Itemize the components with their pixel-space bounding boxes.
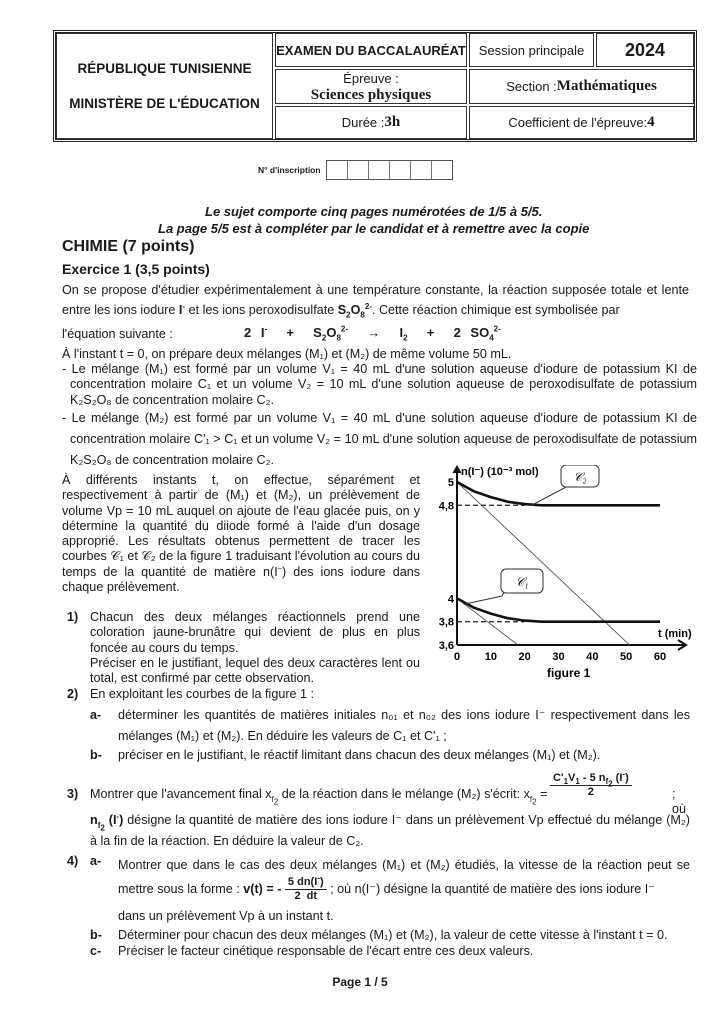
year: 2024 [596,33,694,67]
subquestion-label: a- [90,708,102,722]
reaction-equation: 2 $I^- + S_2O_8^{2-} \to I_2 + 2$ $SO_4^{2-}$ [244,324,501,343]
coef-cell [469,106,694,139]
x-tick-label: 10 [484,651,497,663]
intro-paragraph: On se propose d'étudier expérimentalement à une température constante, la réaction supposée totale et lente entre les ions iodure I- et les ions peroxodisulfate $S_2O_8^{2-}$. Cette réaction chimique est symbolisée par [62,283,689,320]
exercise-title: Exercice 1 (3,5 points) [62,261,210,277]
question-3-text: Montrer que l'avancement final $x_{f_2}$ de la réaction dans le mélange (M₂) s'écrit: $x_{f_2}$ = [90,787,548,807]
mixture-1-description: - Le mélange (M₁) est formé par un volume V₁ = 40 mL d'une solution aqueuse d'iodure de potassium KI de concentration molaire C₁ et un volume V₂ = 10 mL d'une solution aqueuse de peroxodisulfate de potassium K₂S₂O₈ de concentration molaire C₂. [62,362,697,407]
y-tick-label: 3,8 [438,616,454,629]
header-left-block [56,33,273,139]
question-4a: Montrer que dans le cas des deux mélanges (M₁) et (M₂) étudiés, la vitesse de la réaction peut se mettre sous la forme : v(t) = - $\frac{5 dn(I^-)}{2 dt}$ ; où n(I⁻) désigne la quantité de matière des ions iodure I⁻ [118,858,690,902]
x-tick-label: 50 [620,651,633,663]
inscription-box[interactable] [432,161,452,179]
duree-cell [275,106,467,139]
subquestion-label: b- [90,748,102,762]
page-number: Page 1 / 5 [332,975,388,989]
question-number: 2) [67,687,79,701]
question-2-text: En exploitant les courbes de la figure 1 : [90,687,315,701]
inscription-box[interactable] [369,161,390,179]
epreuve-value: Sciences physiques [310,86,432,103]
x-tick-label: 30 [552,651,565,663]
question-number: 3) [67,787,79,801]
x-tick-label: 20 [518,651,531,663]
question-3-continuation: $n_{f_2}$ (I-) désigne la quantité de matière des ions iodure I⁻ dans un prélèvement Vp effectué du mélange (M₂) à la fin de la réaction. En déduire la valeur de C₂. [90,811,690,848]
inscription-box[interactable] [348,161,369,179]
question-1 [62,610,420,686]
question-4 [62,854,690,959]
question-4a-end: dans un prélèvement Vp à un instant t. [118,909,334,923]
question-2b [90,748,690,763]
duree-label: Durée : [341,115,385,130]
subquestion-label: a- [90,854,102,868]
x-tick-label: 0 [453,651,461,663]
session: Session principale [469,33,594,67]
y-axis-label: n(I⁻) (10⁻³ mol) [461,466,539,478]
inscription-boxes[interactable] [326,160,453,180]
section-value: Mathématiques [556,78,657,94]
question-2a [90,705,690,747]
section-label: Section : [506,79,557,94]
question-4c-text: Préciser le facteur cinétique responsable de l'écart entre ces deux valeurs. [118,943,534,958]
sampling-paragraph: À différents instants t, on effectue, séparément et respectivement à partir de (M₁) et (M₂), un prélèvement de volume Vp = 10 mL auquel on ajoute de l'eau glacée puis, on y détermine la quantité du diiode formé à l'aide d'un dosage approprié. Les résultats obtenus permettent de tracer les courbes 𝒞₁ et 𝒞₂ de la figure 1 traduisant l'évolution au cours du temps de la quantité de matière n(I⁻) des ions iodure dans chaque prélèvement. [62,473,420,595]
notice-line-2: La page 5/5 est à compléter par le candidat et à remettre avec la copie [158,221,590,236]
coef-value: 4 [647,114,655,130]
figure-caption: figure 1 [546,666,591,680]
ministry-name: MINISTÈRE DE L'ÉDUCATION [69,96,260,111]
question-2b-text: préciser en le justifiant, le réactif limitant dans chacun des deux mélanges (M₁) et (M₂). [118,748,601,762]
equation-label: l'équation suivante : [62,327,173,341]
section-title: CHIMIE (7 points) [62,238,195,255]
question-number: 1) [67,610,79,624]
intro-preparation: À l'instant t = 0, on prépare deux mélanges (M₁) et (M₂) de même volume 50 mL. [62,347,512,361]
y-tick-label: 4 [447,593,454,606]
legend-c1: 𝒞₁ [515,575,529,589]
callout-c1-pointer [464,590,505,604]
y-tick-label: 5 [447,477,454,489]
inscription-box[interactable] [390,161,411,179]
epreuve-label: Épreuve : [343,70,399,86]
subquestion-label: c- [90,943,102,958]
coef-label: Coefficient de l'épreuve: [508,115,648,130]
curve-c2 [457,482,660,505]
question-1-text: Chacun des deux mélanges réactionnels prend une coloration jaune-brunâtre qui devient de plus en plus foncée au cours du temps. [90,610,420,655]
exam-header [53,30,697,142]
x-tick-label: 60 [653,651,667,663]
question-3 [62,770,690,852]
question-4a-where: ; où n(I⁻) désigne la quantité de matière des ions iodure I⁻ [330,881,655,896]
question-3-where: ; où [672,787,687,817]
y-tick-label: 4,8 [438,500,454,513]
intro-text-a: On se propose d'étudier expérimentalement à une température constante, la réaction supposée totale et lente entre les ions iodure [62,283,689,317]
question-number: 4) [67,854,79,868]
notice-line-1: Le sujet comporte cinq pages numérotées de 1/5 à 5/5. [205,204,543,219]
inscription-label: N° d'inscription [258,165,321,175]
figure-1-chart [420,465,700,685]
country-name: RÉPUBLIQUE TUNISIENNE [77,61,252,76]
y-tick-label: 3,6 [438,640,454,652]
intro-text-c: . Cette réaction chimique est symbolisée par [371,303,620,317]
mixture-2-description: - Le mélange (M₂) est formé par un volume V₁ = 40 mL d'une solution aqueuse d'iodure de potassium KI de concentration molaire C'₁ > C₁ et un volume V₂ = 10 mL d'une solution aqueuse de peroxodisulfate de potassium K₂S₂O₈ de concentration molaire C₂. [62,411,697,467]
x-axis-label: t (min) [658,628,692,640]
question-1-task: Préciser en le justifiant, lequel des deux caractères lent ou total, est confirmé par cette observation. [90,655,420,686]
question-4b-text: Déterminer pour chacun des deux mélanges (M₁) et (M₂), la valeur de cette vitesse à l'instant t = 0. [118,928,668,943]
xf2-formula: $\frac{C'_1V_1 - 5 n_{f_2} (I^-)}{2}$ [550,772,632,799]
intro-text-b: et les ions peroxodisulfate [185,303,338,317]
inscription-box[interactable] [411,161,432,179]
exam-name: EXAMEN DU BACCALAURÉAT [275,33,467,67]
subquestion-label: b- [90,928,102,943]
rate-formula: $\frac{5 dn(I^-)}{2 dt}$ [285,876,327,903]
callout-c2-pointer [531,485,570,505]
question-2 [62,687,314,702]
duree-value: 3h [384,114,401,130]
x-tick-label: 40 [586,651,599,663]
section-cell [469,69,694,104]
curve-c1 [457,598,660,621]
inscription-box[interactable] [327,161,348,179]
epreuve-cell [275,69,467,104]
legend-c2: 𝒞₂ [573,470,587,484]
y-axis-arrow [453,466,461,473]
question-4a-text: Montrer que dans le cas des deux mélanges (M₁) et (M₂) étudiés, la vitesse de la réaction peut se mettre sous la forme : [118,858,690,896]
question-2a-text: déterminer les quantités de matières initiales n₀₁ et n₀₂ des ions iodure I⁻ respectivement dans les mélanges (M₁) et (M₂). En déduire les valeurs de C₁ et C'₁ ; [118,708,690,743]
